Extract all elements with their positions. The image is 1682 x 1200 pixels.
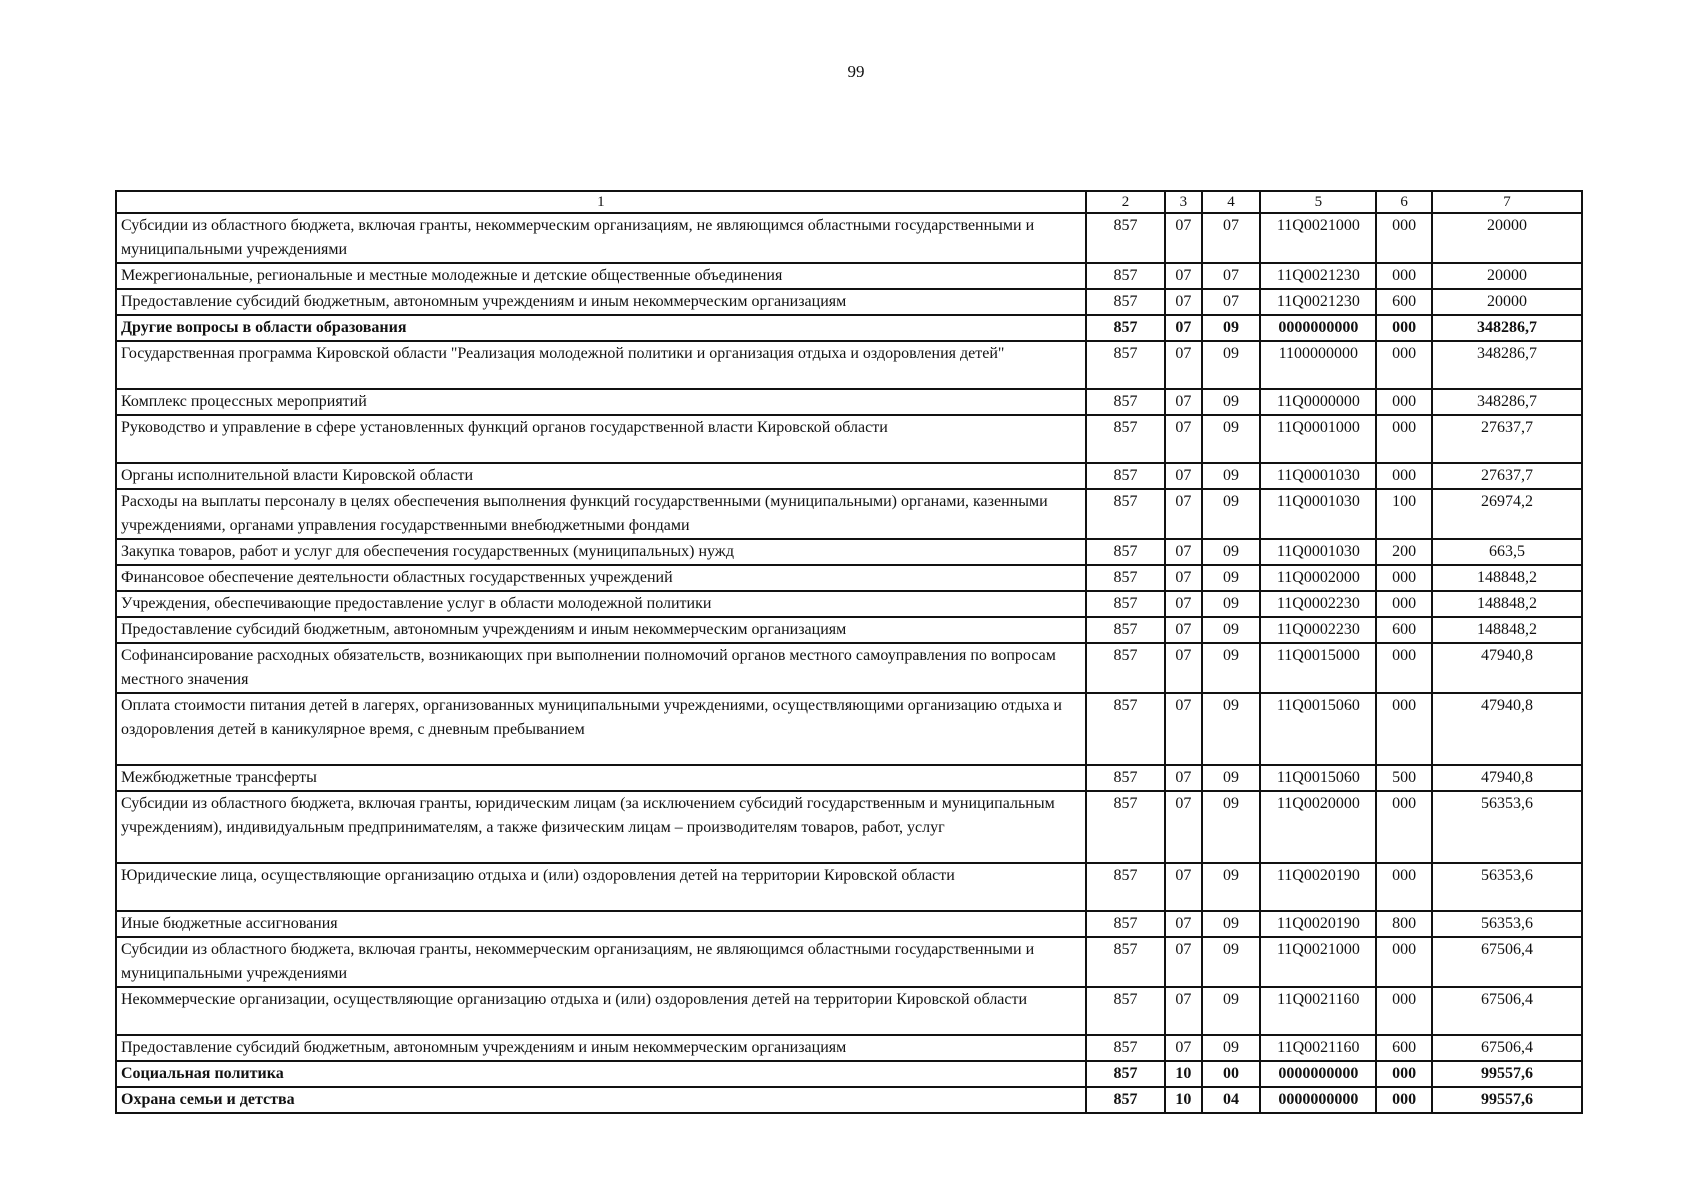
amount-cell: 20000 <box>1432 263 1582 289</box>
expense-type-cell: 600 <box>1376 617 1432 643</box>
amount-cell: 20000 <box>1432 213 1582 263</box>
table-row <box>116 389 1582 415</box>
table-row <box>116 463 1582 489</box>
target-article-cell: 11Q0002230 <box>1260 617 1376 643</box>
expense-type-cell: 000 <box>1376 565 1432 591</box>
ministry-code-cell: 857 <box>1086 765 1165 791</box>
amount-cell: 67506,4 <box>1432 1035 1582 1061</box>
subsection-code-cell: 09 <box>1202 643 1261 693</box>
table-body <box>116 213 1582 1113</box>
amount-cell: 148848,2 <box>1432 565 1582 591</box>
ministry-code-cell: 857 <box>1086 911 1165 937</box>
section-code-cell: 07 <box>1165 765 1201 791</box>
expense-type-cell: 000 <box>1376 693 1432 765</box>
table-row <box>116 617 1582 643</box>
section-code-cell: 07 <box>1165 415 1201 463</box>
expense-type-cell: 000 <box>1376 263 1432 289</box>
page-number: 99 <box>847 62 865 81</box>
ministry-code-cell: 857 <box>1086 289 1165 315</box>
column-header: 2 <box>1086 191 1165 213</box>
ministry-code-cell: 857 <box>1086 937 1165 987</box>
expense-type-cell: 000 <box>1376 863 1432 911</box>
subsection-code-cell: 09 <box>1202 911 1261 937</box>
expense-type-cell: 600 <box>1376 289 1432 315</box>
expense-type-cell: 100 <box>1376 489 1432 539</box>
row-name-cell: Охрана семьи и детства <box>116 1087 1086 1113</box>
expense-type-cell: 000 <box>1376 643 1432 693</box>
expense-type-cell: 000 <box>1376 463 1432 489</box>
target-article-cell: 0000000000 <box>1260 1087 1376 1113</box>
ministry-code-cell: 857 <box>1086 791 1165 863</box>
amount-cell: 99557,6 <box>1432 1087 1582 1113</box>
expense-type-cell: 000 <box>1376 389 1432 415</box>
expense-type-cell: 000 <box>1376 987 1432 1035</box>
amount-cell: 348286,7 <box>1432 389 1582 415</box>
amount-cell: 67506,4 <box>1432 987 1582 1035</box>
section-code-cell: 07 <box>1165 987 1201 1035</box>
section-code-cell: 07 <box>1165 1035 1201 1061</box>
row-name-cell: Межрегиональные, региональные и местные молодежные и детские общественные объединения <box>116 263 1086 289</box>
subsection-code-cell: 09 <box>1202 389 1261 415</box>
expense-type-cell: 200 <box>1376 539 1432 565</box>
amount-cell: 47940,8 <box>1432 643 1582 693</box>
amount-cell: 148848,2 <box>1432 617 1582 643</box>
amount-cell: 27637,7 <box>1432 415 1582 463</box>
subsection-code-cell: 09 <box>1202 987 1261 1035</box>
target-article-cell: 11Q0020190 <box>1260 863 1376 911</box>
target-article-cell: 11Q0001000 <box>1260 415 1376 463</box>
section-code-cell: 07 <box>1165 617 1201 643</box>
ministry-code-cell: 857 <box>1086 539 1165 565</box>
row-name-cell: Закупка товаров, работ и услуг для обеспечения государственных (муниципальных) нужд <box>116 539 1086 565</box>
row-name-cell: Расходы на выплаты персоналу в целях обеспечения выполнения функций государственными (муниципальными) органами, казенными учреждениями, органами управления государственными внебюджетными фондами <box>116 489 1086 539</box>
subsection-code-cell: 09 <box>1202 1035 1261 1061</box>
section-code-cell: 07 <box>1165 263 1201 289</box>
section-code-cell: 07 <box>1165 289 1201 315</box>
target-article-cell: 11Q0015000 <box>1260 643 1376 693</box>
subsection-code-cell: 09 <box>1202 565 1261 591</box>
section-code-cell: 07 <box>1165 643 1201 693</box>
table-row <box>116 937 1582 987</box>
target-article-cell: 11Q0020000 <box>1260 791 1376 863</box>
row-name-cell: Комплекс процессных мероприятий <box>116 389 1086 415</box>
amount-cell: 663,5 <box>1432 539 1582 565</box>
target-article-cell: 11Q0020190 <box>1260 911 1376 937</box>
target-article-cell: 11Q0021230 <box>1260 289 1376 315</box>
ministry-code-cell: 857 <box>1086 617 1165 643</box>
expense-type-cell: 000 <box>1376 415 1432 463</box>
subsection-code-cell: 04 <box>1202 1087 1261 1113</box>
section-code-cell: 07 <box>1165 463 1201 489</box>
row-name-cell: Органы исполнительной власти Кировской области <box>116 463 1086 489</box>
table-row <box>116 539 1582 565</box>
column-header: 3 <box>1165 191 1201 213</box>
table-row <box>116 489 1582 539</box>
table-row <box>116 415 1582 463</box>
target-article-cell: 11Q0021000 <box>1260 213 1376 263</box>
ministry-code-cell: 857 <box>1086 463 1165 489</box>
column-header: 1 <box>116 191 1086 213</box>
row-name-cell: Субсидии из областного бюджета, включая гранты, юридическим лицам (за исключением субсидий государственным и муниципальным учреждениям), индивидуальным предпринимателям, а также физическим лицам – производителям товаров, работ, услуг <box>116 791 1086 863</box>
section-code-cell: 07 <box>1165 489 1201 539</box>
row-name-cell: Субсидии из областного бюджета, включая гранты, некоммерческим организациям, не являющимся областными государственными и муниципальными учреждениями <box>116 213 1086 263</box>
table-row <box>116 643 1582 693</box>
subsection-code-cell: 00 <box>1202 1061 1261 1087</box>
table-row <box>116 289 1582 315</box>
subsection-code-cell: 09 <box>1202 315 1261 341</box>
section-code-cell: 07 <box>1165 791 1201 863</box>
row-name-cell: Предоставление субсидий бюджетным, автономным учреждениям и иным некоммерческим организациям <box>116 617 1086 643</box>
table-row <box>116 693 1582 765</box>
amount-cell: 56353,6 <box>1432 911 1582 937</box>
amount-cell: 56353,6 <box>1432 791 1582 863</box>
subsection-code-cell: 09 <box>1202 617 1261 643</box>
subsection-code-cell: 09 <box>1202 591 1261 617</box>
target-article-cell: 11Q0001030 <box>1260 489 1376 539</box>
subsection-code-cell: 09 <box>1202 693 1261 765</box>
row-name-cell: Учреждения, обеспечивающие предоставление услуг в области молодежной политики <box>116 591 1086 617</box>
section-code-cell: 10 <box>1165 1061 1201 1087</box>
expense-type-cell: 500 <box>1376 765 1432 791</box>
row-name-cell: Руководство и управление в сфере установленных функций органов государственной власти Кировской области <box>116 415 1086 463</box>
section-code-cell: 07 <box>1165 539 1201 565</box>
ministry-code-cell: 857 <box>1086 693 1165 765</box>
target-article-cell: 11Q0021000 <box>1260 937 1376 987</box>
section-code-cell: 07 <box>1165 863 1201 911</box>
target-article-cell: 11Q0021160 <box>1260 1035 1376 1061</box>
target-article-cell: 11Q0001030 <box>1260 539 1376 565</box>
subsection-code-cell: 07 <box>1202 289 1261 315</box>
target-article-cell: 11Q0001030 <box>1260 463 1376 489</box>
subsection-code-cell: 09 <box>1202 539 1261 565</box>
ministry-code-cell: 857 <box>1086 263 1165 289</box>
ministry-code-cell: 857 <box>1086 1087 1165 1113</box>
row-name-cell: Субсидии из областного бюджета, включая гранты, некоммерческим организациям, не являющимся областными государственными и муниципальными учреждениями <box>116 937 1086 987</box>
table-row <box>116 1035 1582 1061</box>
subsection-code-cell: 07 <box>1202 263 1261 289</box>
ministry-code-cell: 857 <box>1086 315 1165 341</box>
amount-cell: 47940,8 <box>1432 765 1582 791</box>
expense-type-cell: 600 <box>1376 1035 1432 1061</box>
expense-type-cell: 000 <box>1376 591 1432 617</box>
target-article-cell: 11Q0002230 <box>1260 591 1376 617</box>
table-row <box>116 263 1582 289</box>
ministry-code-cell: 857 <box>1086 863 1165 911</box>
table-row <box>116 315 1582 341</box>
budget-table <box>115 190 1583 1114</box>
row-name-cell: Предоставление субсидий бюджетным, автономным учреждениям и иным некоммерческим организациям <box>116 289 1086 315</box>
target-article-cell: 1100000000 <box>1260 341 1376 389</box>
column-header: 6 <box>1376 191 1432 213</box>
ministry-code-cell: 857 <box>1086 213 1165 263</box>
ministry-code-cell: 857 <box>1086 565 1165 591</box>
ministry-code-cell: 857 <box>1086 987 1165 1035</box>
target-article-cell: 11Q0021230 <box>1260 263 1376 289</box>
row-name-cell: Софинансирование расходных обязательств, возникающих при выполнении полномочий органов местного самоуправления по вопросам местного значения <box>116 643 1086 693</box>
target-article-cell: 11Q0002000 <box>1260 565 1376 591</box>
ministry-code-cell: 857 <box>1086 489 1165 539</box>
section-code-cell: 07 <box>1165 693 1201 765</box>
subsection-code-cell: 09 <box>1202 791 1261 863</box>
expense-type-cell: 000 <box>1376 791 1432 863</box>
section-code-cell: 07 <box>1165 315 1201 341</box>
row-name-cell: Юридические лица, осуществляющие организацию отдыха и (или) оздоровления детей на территории Кировской области <box>116 863 1086 911</box>
expense-type-cell: 000 <box>1376 937 1432 987</box>
column-header: 5 <box>1260 191 1376 213</box>
amount-cell: 47940,8 <box>1432 693 1582 765</box>
row-name-cell: Финансовое обеспечение деятельности областных государственных учреждений <box>116 565 1086 591</box>
table-row <box>116 911 1582 937</box>
target-article-cell: 0000000000 <box>1260 315 1376 341</box>
subsection-code-cell: 09 <box>1202 863 1261 911</box>
row-name-cell: Оплата стоимости питания детей в лагерях, организованных муниципальными учреждениями, осуществляющими организацию отдыха и оздоровления детей в каникулярное время, с дневным пребыванием <box>116 693 1086 765</box>
section-code-cell: 10 <box>1165 1087 1201 1113</box>
expense-type-cell: 800 <box>1376 911 1432 937</box>
subsection-code-cell: 09 <box>1202 765 1261 791</box>
table-row <box>116 213 1582 263</box>
target-article-cell: 11Q0000000 <box>1260 389 1376 415</box>
amount-cell: 26974,2 <box>1432 489 1582 539</box>
expense-type-cell: 000 <box>1376 213 1432 263</box>
expense-type-cell: 000 <box>1376 1061 1432 1087</box>
section-code-cell: 07 <box>1165 911 1201 937</box>
section-code-cell: 07 <box>1165 565 1201 591</box>
section-code-cell: 07 <box>1165 341 1201 389</box>
ministry-code-cell: 857 <box>1086 1035 1165 1061</box>
ministry-code-cell: 857 <box>1086 591 1165 617</box>
row-name-cell: Социальная политика <box>116 1061 1086 1087</box>
target-article-cell: 11Q0015060 <box>1260 693 1376 765</box>
table-header-row <box>116 191 1582 213</box>
row-name-cell: Некоммерческие организации, осуществляющие организацию отдыха и (или) оздоровления детей на территории Кировской области <box>116 987 1086 1035</box>
amount-cell: 67506,4 <box>1432 937 1582 987</box>
subsection-code-cell: 09 <box>1202 341 1261 389</box>
column-header: 4 <box>1202 191 1261 213</box>
section-code-cell: 07 <box>1165 591 1201 617</box>
table-row <box>116 987 1582 1035</box>
amount-cell: 56353,6 <box>1432 863 1582 911</box>
subsection-code-cell: 09 <box>1202 463 1261 489</box>
row-name-cell: Предоставление субсидий бюджетным, автономным учреждениям и иным некоммерческим организациям <box>116 1035 1086 1061</box>
amount-cell: 348286,7 <box>1432 315 1582 341</box>
target-article-cell: 11Q0021160 <box>1260 987 1376 1035</box>
table-row <box>116 565 1582 591</box>
expense-type-cell: 000 <box>1376 315 1432 341</box>
amount-cell: 20000 <box>1432 289 1582 315</box>
target-article-cell: 0000000000 <box>1260 1061 1376 1087</box>
ministry-code-cell: 857 <box>1086 643 1165 693</box>
row-name-cell: Государственная программа Кировской области "Реализация молодежной политики и организация отдыха и оздоровления детей" <box>116 341 1086 389</box>
ministry-code-cell: 857 <box>1086 341 1165 389</box>
amount-cell: 348286,7 <box>1432 341 1582 389</box>
subsection-code-cell: 09 <box>1202 489 1261 539</box>
ministry-code-cell: 857 <box>1086 389 1165 415</box>
row-name-cell: Межбюджетные трансферты <box>116 765 1086 791</box>
row-name-cell: Иные бюджетные ассигнования <box>116 911 1086 937</box>
table-row <box>116 591 1582 617</box>
expense-type-cell: 000 <box>1376 1087 1432 1113</box>
table-row <box>116 341 1582 389</box>
table-row <box>116 791 1582 863</box>
amount-cell: 27637,7 <box>1432 463 1582 489</box>
amount-cell: 148848,2 <box>1432 591 1582 617</box>
table-row <box>116 765 1582 791</box>
section-code-cell: 07 <box>1165 213 1201 263</box>
ministry-code-cell: 857 <box>1086 415 1165 463</box>
row-name-cell: Другие вопросы в области образования <box>116 315 1086 341</box>
subsection-code-cell: 07 <box>1202 213 1261 263</box>
subsection-code-cell: 09 <box>1202 937 1261 987</box>
ministry-code-cell: 857 <box>1086 1061 1165 1087</box>
table-row <box>116 1087 1582 1113</box>
subsection-code-cell: 09 <box>1202 415 1261 463</box>
column-header: 7 <box>1432 191 1582 213</box>
section-code-cell: 07 <box>1165 937 1201 987</box>
amount-cell: 99557,6 <box>1432 1061 1582 1087</box>
section-code-cell: 07 <box>1165 389 1201 415</box>
table-row <box>116 863 1582 911</box>
expense-type-cell: 000 <box>1376 341 1432 389</box>
target-article-cell: 11Q0015060 <box>1260 765 1376 791</box>
table-row <box>116 1061 1582 1087</box>
